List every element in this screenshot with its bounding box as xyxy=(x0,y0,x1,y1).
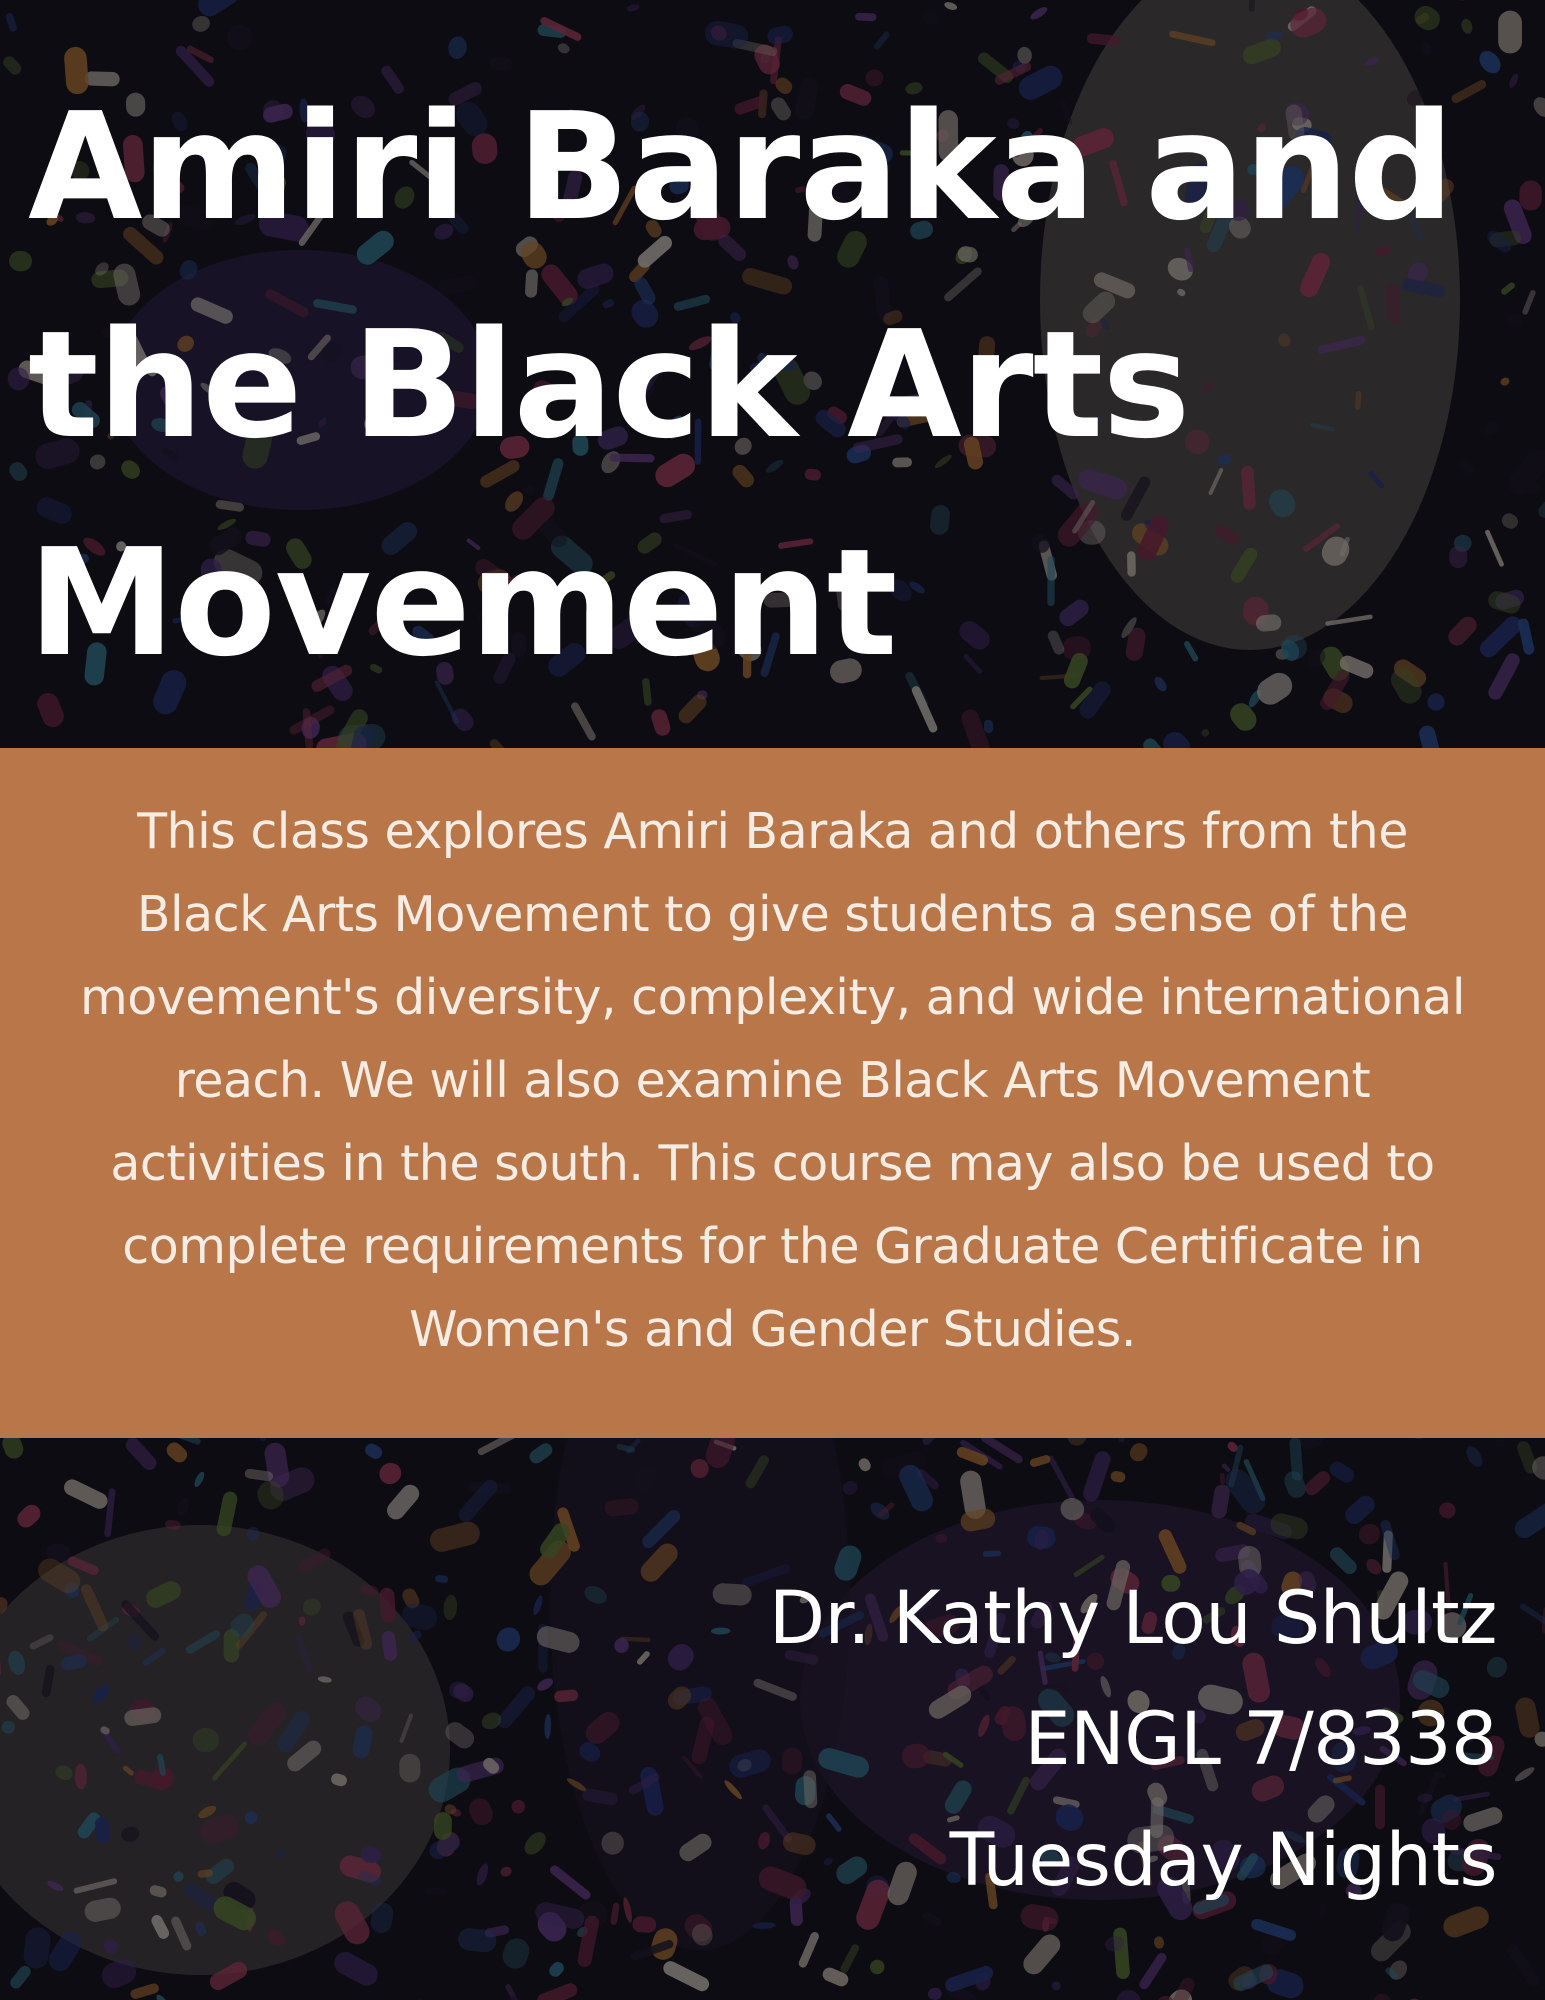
instructor-name: Dr. Kathy Lou Shultz xyxy=(768,1576,1497,1661)
course-title-line-1: Amiri Baraka and xyxy=(28,81,1454,253)
course-info xyxy=(769,1558,1497,1921)
meeting-schedule: Tuesday Nights xyxy=(949,1818,1497,1903)
description-line-5: activities in the south. This course may also be used to xyxy=(110,1135,1435,1192)
description-line-4: reach. We will also examine Black Arts Movement xyxy=(174,1052,1371,1109)
description-band xyxy=(0,748,1545,1438)
description-line-7: Women's and Gender Studies. xyxy=(409,1301,1136,1358)
course-title xyxy=(28,58,1508,712)
description-line-3: movement's diversity, complexity, and wide international xyxy=(80,969,1465,1026)
course-title-line-2: the Black Arts xyxy=(28,299,1190,471)
description-line-1: This class explores Amiri Baraka and others from the xyxy=(137,803,1408,860)
course-number: ENGL 7/8338 xyxy=(1024,1697,1497,1782)
description-line-6: complete requirements for the Graduate Certificate in xyxy=(122,1218,1423,1275)
course-description xyxy=(0,790,1545,1371)
course-title-line-3: Movement xyxy=(28,517,897,689)
description-line-2: Black Arts Movement to give students a sense of the xyxy=(136,886,1409,943)
